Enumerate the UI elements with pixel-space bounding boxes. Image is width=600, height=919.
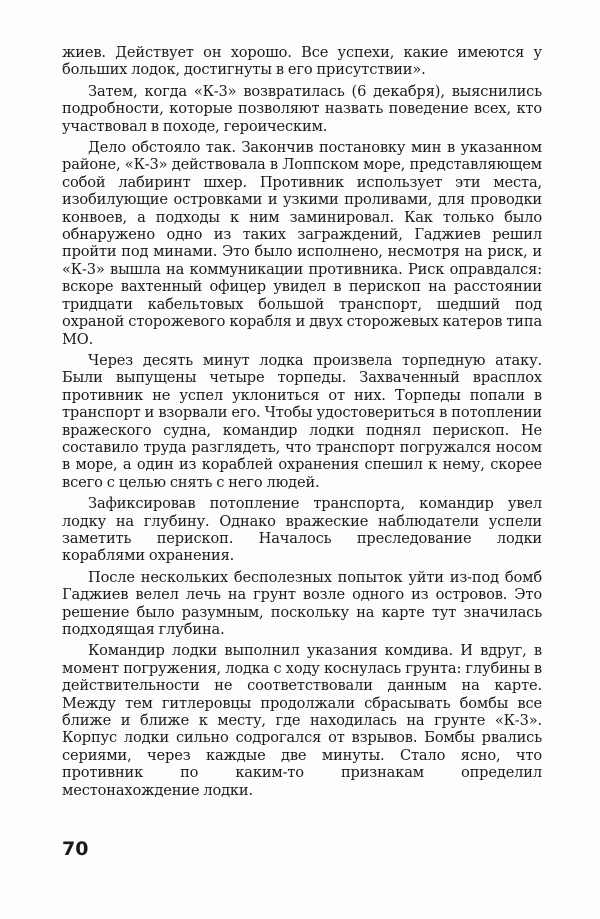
paragraph: Зафиксировав потопление транспорта, командир увел лодку на глубину. Однако вражеские наблюдатели успели заметить перископ. Началось преследование лодки кораблями охранения. [62,495,542,565]
paragraph: Через десять минут лодка произвела торпедную атаку. Были выпущены четыре торпеды. Захваченный врасплох противник не успел уклониться от них. Торпеды попали в транспорт и взорвали его. Чтобы удостовериться в потоплении вражеского судна, командир лодки поднял перископ. Не составило труда разглядеть, что транспорт погружался носом в море, а один из кораблей охранения спешил к нему, скорее всего с целью снять с него людей. [62,351,542,491]
page-number: 70 [62,838,89,860]
body-text [62,44,542,799]
paragraph: жиев. Действует он хорошо. Все успехи, какие имеются у больших лодок, достигнуты в его присутствии». [62,44,542,79]
paragraph: Затем, когда «К-3» возвратилась (6 декабря), выяснились подробности, которые позволяют назвать поведение всех, кто участвовал в походе, героическим. [62,82,542,135]
paragraph: После нескольких бесполезных попыток уйти из-под бомб Гаджиев велел лечь на грунт возле одного из островов. Это решение было разумным, поскольку на карте тут значилась подходящая глубина. [62,568,542,638]
paragraph: Командир лодки выполнил указания комдива. И вдруг, в момент погружения, лодка с ходу коснулась грунта: глубины в действительности не соответствовали данным на карте. Между тем гитлеровцы продолжали сбрасывать бомбы все ближе и ближе к месту, где находилась на грунте «К-3». Корпус лодки сильно содрогался от взрывов. Бомбы рвались сериями, через каждые две минуты. Стало ясно, что противник по каким-то признакам определил местонахождение лодки. [62,642,542,799]
paragraph: Дело обстояло так. Закончив постановку мин в указанном районе, «К-3» действовала в Лоппском море, представляющем собой лабиринт шхер. Противник использует эти места, изобилующие островками и узкими проливами, для проводки конвоев, а подходы к ним заминировал. Как только было обнаружено одно из таких заграждений, Гаджиев решил пройти под минами. Это было исполнено, несмотря на риск, и «К-3» вышла на коммуникации противника. Риск оправдался: вскоре вахтенный офицер увидел в перископ на расстоянии тридцати кабельтовых большой транспорт, шедший под охраной сторожевого корабля и двух сторожевых катеров типа МО. [62,139,542,348]
